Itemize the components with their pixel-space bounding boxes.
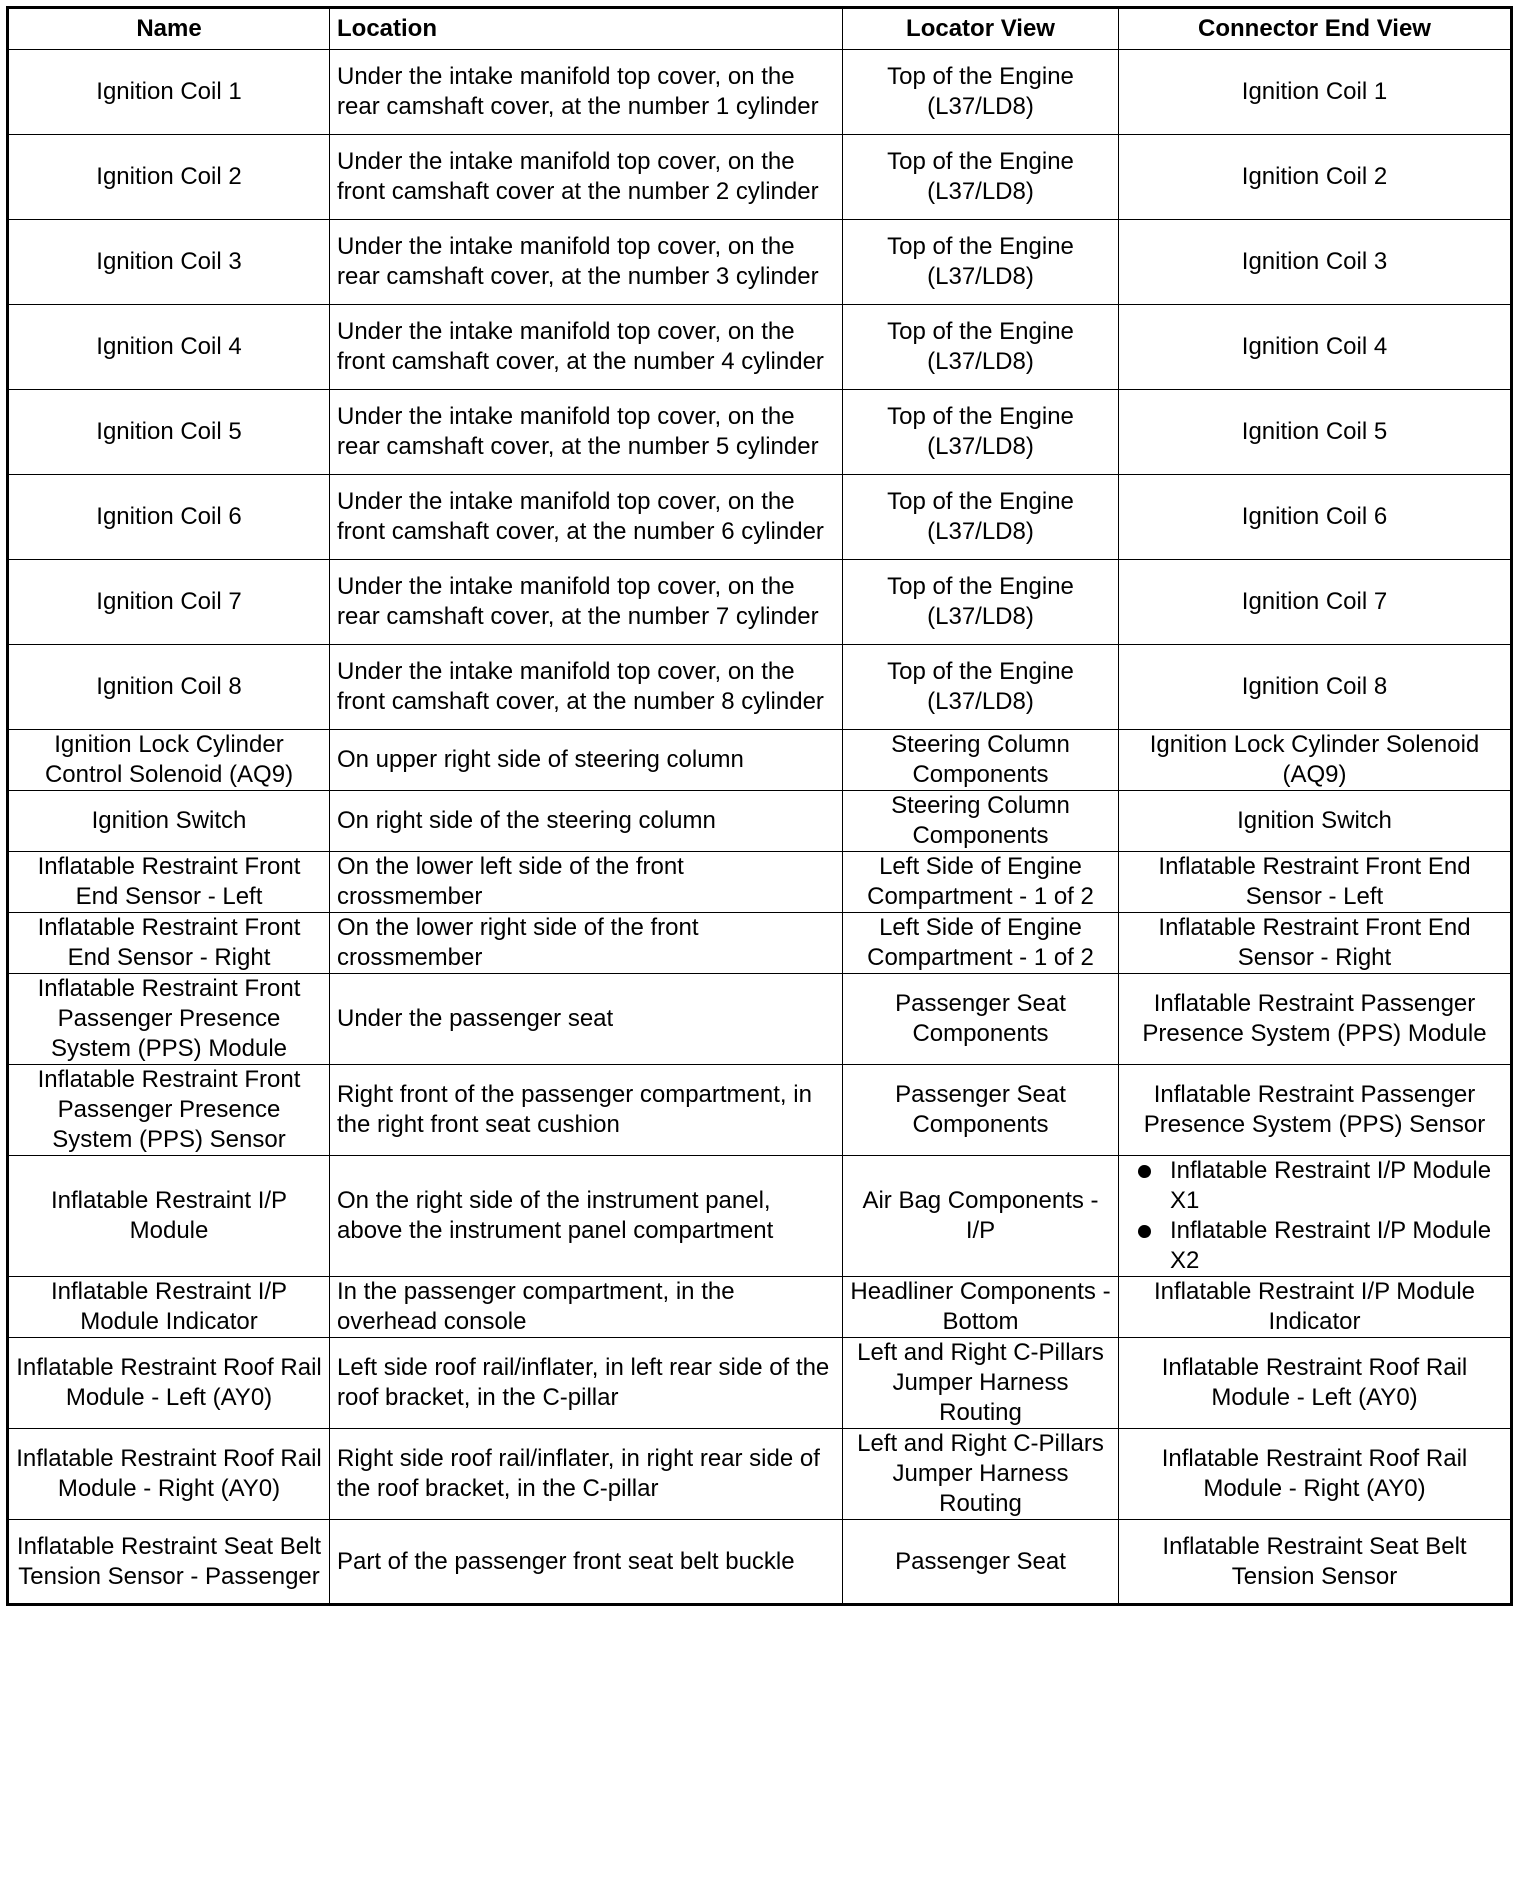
connector-end-view-cell: Inflatable Restraint Roof Rail Module - Left (AY0) [1119, 1338, 1512, 1429]
locator-view-cell: Top of the Engine (L37/LD8) [843, 220, 1119, 305]
header-location: Location [330, 8, 843, 50]
bullet-icon [1138, 1165, 1151, 1178]
location-cell: On the right side of the instrument panel, above the instrument panel compartment [330, 1156, 843, 1277]
location-cell: Under the intake manifold top cover, on the rear camshaft cover, at the number 7 cylinder [330, 560, 843, 645]
table-row [8, 1520, 1512, 1605]
location-cell: On the lower right side of the front crossmember [330, 913, 843, 974]
connector-end-view-cell: Ignition Switch [1119, 791, 1512, 852]
name-cell: Inflatable Restraint Roof Rail Module - Left (AY0) [8, 1338, 330, 1429]
table-body [8, 50, 1512, 1605]
connector-end-view-cell: Inflatable Restraint Front End Sensor - Right [1119, 913, 1512, 974]
name-cell: Ignition Coil 8 [8, 645, 330, 730]
name-cell: Inflatable Restraint Front Passenger Presence System (PPS) Sensor [8, 1065, 330, 1156]
table-row [8, 974, 1512, 1065]
connector-end-view-cell: Ignition Coil 5 [1119, 390, 1512, 475]
connector-label: Inflatable Restraint I/P Module X2 [1170, 1217, 1492, 1274]
connector-table [6, 6, 1513, 1606]
table-row [8, 475, 1512, 560]
connector-end-view-cell [1119, 1156, 1512, 1277]
locator-view-cell: Headliner Components - Bottom [843, 1277, 1119, 1338]
header-name: Name [8, 8, 330, 50]
name-cell: Ignition Coil 5 [8, 390, 330, 475]
locator-view-cell: Top of the Engine (L37/LD8) [843, 135, 1119, 220]
connector-end-view-cell: Inflatable Restraint Roof Rail Module - Right (AY0) [1119, 1429, 1512, 1520]
location-cell: Under the intake manifold top cover, on the front camshaft cover at the number 2 cylinder [330, 135, 843, 220]
locator-view-cell: Passenger Seat Components [843, 1065, 1119, 1156]
connector-end-view-cell: Ignition Coil 7 [1119, 560, 1512, 645]
location-cell: Under the intake manifold top cover, on the front camshaft cover, at the number 8 cylinder [330, 645, 843, 730]
connector-end-view-cell: Inflatable Restraint Seat Belt Tension Sensor [1119, 1520, 1512, 1605]
connector-end-view-cell: Ignition Coil 1 [1119, 50, 1512, 135]
location-cell: On right side of the steering column [330, 791, 843, 852]
connector-end-view-cell: Inflatable Restraint Passenger Presence System (PPS) Sensor [1119, 1065, 1512, 1156]
name-cell: Ignition Coil 7 [8, 560, 330, 645]
locator-view-cell: Top of the Engine (L37/LD8) [843, 645, 1119, 730]
header-row [8, 8, 1512, 50]
name-cell: Ignition Coil 2 [8, 135, 330, 220]
name-cell: Ignition Coil 6 [8, 475, 330, 560]
locator-view-cell: Left and Right C-Pillars Jumper Harness Routing [843, 1429, 1119, 1520]
locator-view-cell: Top of the Engine (L37/LD8) [843, 475, 1119, 560]
name-cell: Ignition Coil 1 [8, 50, 330, 135]
connector-end-view-cell: Ignition Coil 8 [1119, 645, 1512, 730]
connector-end-view-cell: Ignition Coil 3 [1119, 220, 1512, 305]
location-cell: Under the intake manifold top cover, on the front camshaft cover, at the number 6 cylinder [330, 475, 843, 560]
location-cell: Under the passenger seat [330, 974, 843, 1065]
location-cell: Part of the passenger front seat belt buckle [330, 1520, 843, 1605]
connector-label: Inflatable Restraint I/P Module X1 [1170, 1157, 1492, 1214]
connector-end-view-cell: Inflatable Restraint I/P Module Indicator [1119, 1277, 1512, 1338]
locator-view-cell: Passenger Seat Components [843, 974, 1119, 1065]
locator-view-cell: Passenger Seat [843, 1520, 1119, 1605]
locator-view-cell: Air Bag Components - I/P [843, 1156, 1119, 1277]
table-row [8, 1338, 1512, 1429]
table-row [8, 852, 1512, 913]
name-cell: Inflatable Restraint Seat Belt Tension Sensor - Passenger [8, 1520, 330, 1605]
table-row [8, 913, 1512, 974]
locator-view-cell: Left and Right C-Pillars Jumper Harness Routing [843, 1338, 1119, 1429]
location-cell: Under the intake manifold top cover, on the front camshaft cover, at the number 4 cylinder [330, 305, 843, 390]
name-cell: Inflatable Restraint Front End Sensor - Left [8, 852, 330, 913]
table-row [8, 1065, 1512, 1156]
connector-list-item [1136, 1156, 1503, 1216]
connector-end-view-cell: Ignition Lock Cylinder Solenoid (AQ9) [1119, 730, 1512, 791]
table-row [8, 305, 1512, 390]
location-cell: Under the intake manifold top cover, on the rear camshaft cover, at the number 3 cylinder [330, 220, 843, 305]
name-cell: Ignition Lock Cylinder Control Solenoid (AQ9) [8, 730, 330, 791]
connector-end-view-cell: Inflatable Restraint Passenger Presence System (PPS) Module [1119, 974, 1512, 1065]
connector-end-view-cell: Ignition Coil 6 [1119, 475, 1512, 560]
table-row [8, 730, 1512, 791]
bullet-icon [1138, 1225, 1151, 1238]
name-cell: Inflatable Restraint I/P Module Indicator [8, 1277, 330, 1338]
name-cell: Inflatable Restraint Front End Sensor - Right [8, 913, 330, 974]
connector-end-view-cell: Inflatable Restraint Front End Sensor - Left [1119, 852, 1512, 913]
locator-view-cell: Top of the Engine (L37/LD8) [843, 50, 1119, 135]
connector-end-view-cell: Ignition Coil 4 [1119, 305, 1512, 390]
name-cell: Ignition Coil 4 [8, 305, 330, 390]
locator-view-cell: Left Side of Engine Compartment - 1 of 2 [843, 913, 1119, 974]
locator-view-cell: Steering Column Components [843, 730, 1119, 791]
name-cell: Inflatable Restraint Roof Rail Module - Right (AY0) [8, 1429, 330, 1520]
locator-view-cell: Steering Column Components [843, 791, 1119, 852]
location-cell: Right front of the passenger compartment, in the right front seat cushion [330, 1065, 843, 1156]
table-row [8, 1277, 1512, 1338]
table-row [8, 1156, 1512, 1277]
header-connector-end-view: Connector End View [1119, 8, 1512, 50]
locator-view-cell: Left Side of Engine Compartment - 1 of 2 [843, 852, 1119, 913]
connector-list [1126, 1156, 1503, 1276]
location-cell: Left side roof rail/inflater, in left rear side of the roof bracket, in the C-pillar [330, 1338, 843, 1429]
location-cell: On upper right side of steering column [330, 730, 843, 791]
locator-view-cell: Top of the Engine (L37/LD8) [843, 560, 1119, 645]
table-row [8, 1429, 1512, 1520]
name-cell: Inflatable Restraint I/P Module [8, 1156, 330, 1277]
table-row [8, 390, 1512, 475]
locator-view-cell: Top of the Engine (L37/LD8) [843, 305, 1119, 390]
table-row [8, 220, 1512, 305]
header-locator-view: Locator View [843, 8, 1119, 50]
table-row [8, 50, 1512, 135]
location-cell: Under the intake manifold top cover, on the rear camshaft cover, at the number 1 cylinder [330, 50, 843, 135]
name-cell: Ignition Switch [8, 791, 330, 852]
table-row [8, 560, 1512, 645]
location-cell: Right side roof rail/inflater, in right rear side of the roof bracket, in the C-pillar [330, 1429, 843, 1520]
table-row [8, 135, 1512, 220]
connector-list-item [1136, 1216, 1503, 1276]
name-cell: Inflatable Restraint Front Passenger Presence System (PPS) Module [8, 974, 330, 1065]
locator-view-cell: Top of the Engine (L37/LD8) [843, 390, 1119, 475]
connector-end-view-cell: Ignition Coil 2 [1119, 135, 1512, 220]
location-cell: Under the intake manifold top cover, on the rear camshaft cover, at the number 5 cylinder [330, 390, 843, 475]
table-row [8, 791, 1512, 852]
location-cell: In the passenger compartment, in the overhead console [330, 1277, 843, 1338]
table-row [8, 645, 1512, 730]
name-cell: Ignition Coil 3 [8, 220, 330, 305]
location-cell: On the lower left side of the front crossmember [330, 852, 843, 913]
